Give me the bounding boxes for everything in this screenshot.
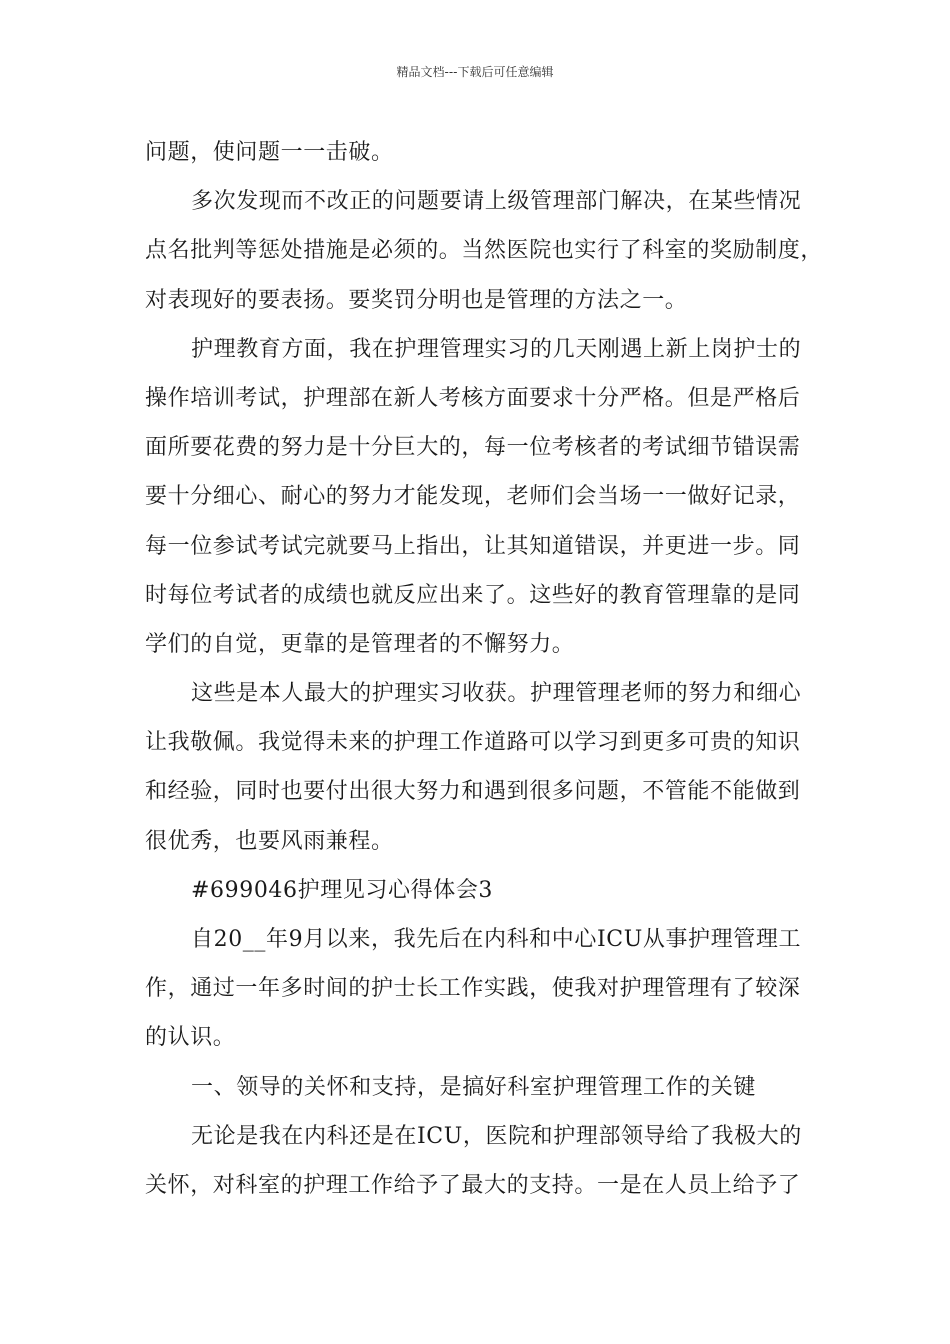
text-line: 对表现好的要表扬。要奖罚分明也是管理的方法之一。 <box>145 287 688 313</box>
text-line: 的认识。 <box>145 1025 236 1051</box>
page-header: 精品文档---下载后可任意编辑 <box>396 65 554 79</box>
text-line: 很优秀，也要风雨兼程。 <box>145 828 394 854</box>
text-line: 作，通过一年多时间的护士长工作实践，使我对护理管理有了较深 <box>145 976 801 1002</box>
document-body <box>145 128 825 1210</box>
text-line: 关怀，对科室的护理工作给予了最大的支持。一是在人员上给予了 <box>145 1172 801 1198</box>
text-line: 和经验，同时也要付出很大努力和遇到很多问题，不管能不能做到 <box>145 779 801 805</box>
text-line: 面所要花费的努力是十分巨大的，每一位考核者的考试细节错误需 <box>145 435 801 461</box>
text-line: 时每位考试者的成绩也就反应出来了。这些好的教育管理靠的是同 <box>145 582 801 608</box>
text-line: 操作培训考试，护理部在新人考核方面要求十分严格。但是严格后 <box>145 385 801 411</box>
text-line: 每一位参试考试完就要马上指出，让其知道错误，并更进一步。同 <box>145 533 801 559</box>
section-heading: #699046护理见习心得体会3 <box>191 877 494 903</box>
paragraph-start-line: 自20__年9月以来，我先后在内科和中心ICU从事护理管理工 <box>191 927 802 952</box>
text-line: 问题，使问题一一击破。 <box>145 140 394 165</box>
paragraph-start-line: 护理教育方面，我在护理管理实习的几天刚遇上新上岗护士的 <box>191 336 802 362</box>
paragraph-start-line: 无论是我在内科还是在ICU，医院和护理部领导给了我极大的 <box>191 1123 802 1149</box>
paragraph-start-line: 这些是本人最大的护理实习收获。护理管理老师的努力和细心 <box>191 681 802 707</box>
paragraph-start-line: 多次发现而不改正的问题要请上级管理部门解决，在某些情况 <box>191 189 802 215</box>
text-line: 点名批判等惩处措施是必须的。当然医院也实行了科室的奖励制度， <box>145 238 824 264</box>
text-line: 让我敬佩。我觉得未来的护理工作道路可以学习到更多可贵的知识 <box>145 730 801 756</box>
text-line: 学们的自觉，更靠的是管理者的不懈努力。 <box>145 631 575 657</box>
subsection-heading: 一、领导的关怀和支持，是搞好科室护理管理工作的关键 <box>191 1074 757 1100</box>
text-line: 要十分细心、耐心的努力才能发现，老师们会当场一一做好记录， <box>145 484 801 510</box>
